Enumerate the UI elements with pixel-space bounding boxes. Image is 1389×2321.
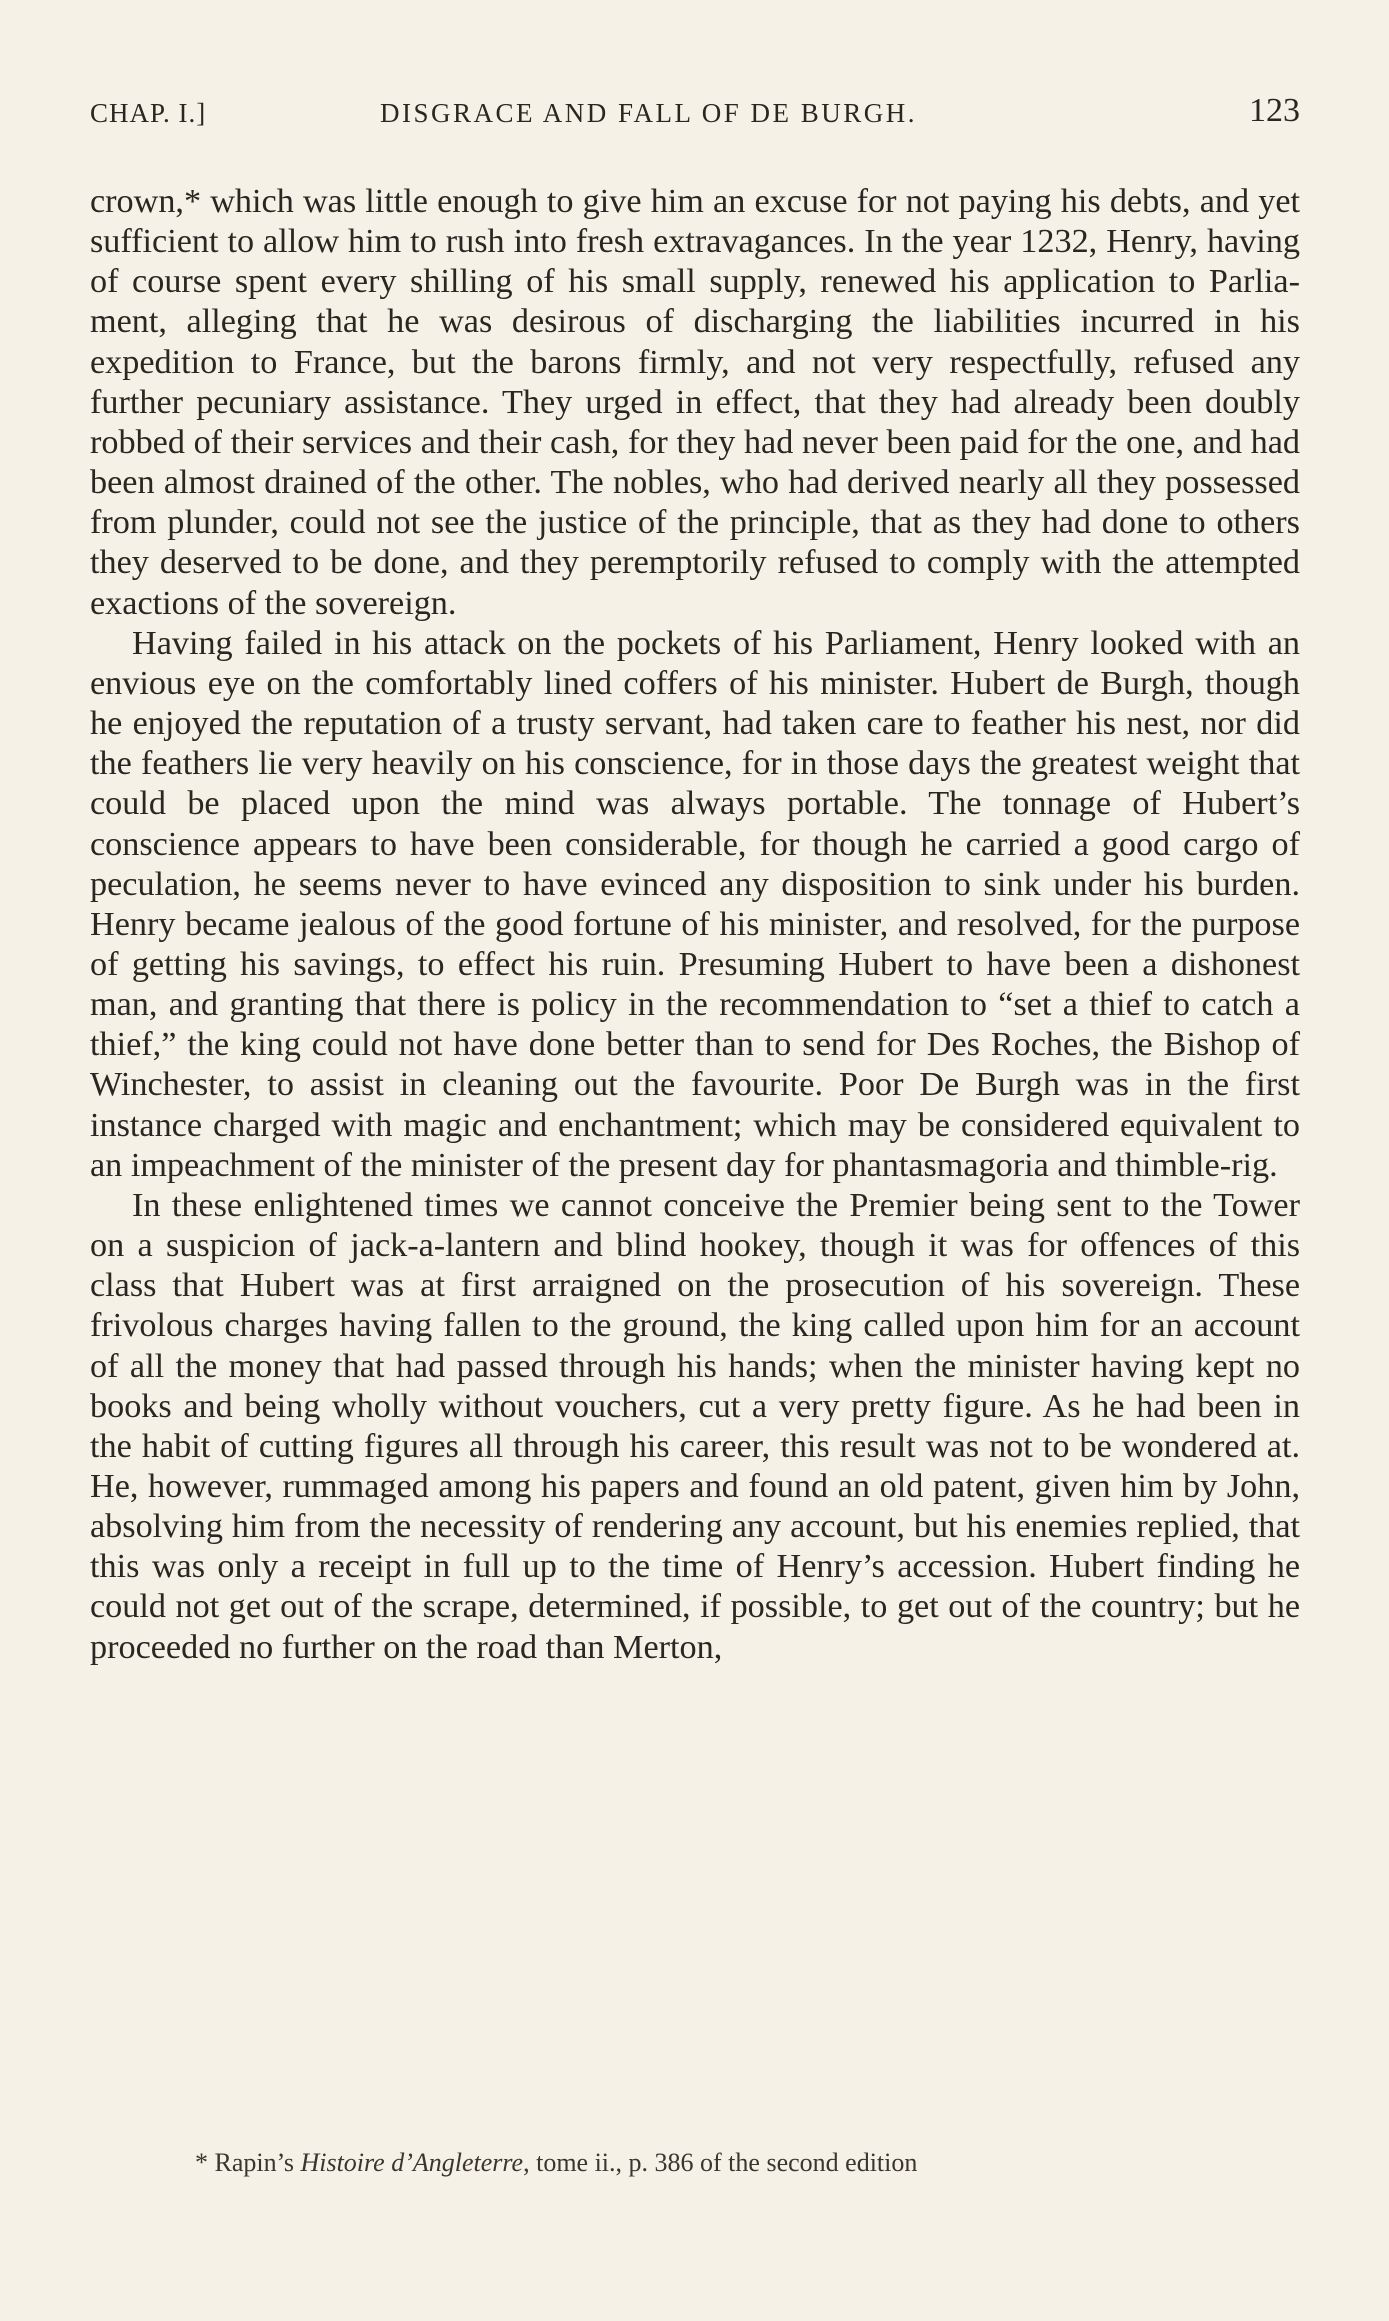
page-number: 123: [1249, 92, 1300, 129]
footnote-title: Histoire d’Angleterre: [300, 2148, 524, 2177]
chapter-label: CHAP. I.]: [90, 98, 207, 128]
running-header: [90, 92, 1300, 148]
paragraph: In these enlightened times we cannot conceive the Premier being sent to the Tower on a suspicion of jack-a-lantern and blind hookey, though it was for offences of this class that Hubert was at first arraigned on the prosecution of his sovereign. These frivolous charges having fallen to the ground, the king called upon him for an account of all the money that had passed through his hands; when the minister having kept no books and being wholly without vouchers, cut a very pretty figure. As he had been in the habit of cutting figures all through his career, this result was not to be wondered at. He, however, rummaged among his papers and found an old patent, given him by John, absolving him from the necessity of rendering any account, but his enemies replied, that this was only a receipt in full up to the time of Henry’s accession. Hubert finding he could not get out of the scrape, determined, if possible, to get out of the country; but he proceeded no further on the road than Merton,: [90, 1186, 1300, 1666]
running-title: DISGRACE AND FALL OF DE BURGH.: [380, 98, 918, 128]
paragraph: crown,* which was little enough to give him an excuse for not paying his debts, and yet sufficient to allow him to rush into fresh extravagances. In the year 1232, Henry, having of course spent every shilling of his small supply, renewed his application to Parliament, alleging that he was desirous of discharging the liabilities incurred in his expedition to France, but the barons firmly, and not very respectfully, refused any further pecuniary assistance. They urged in effect, that they had already been doubly robbed of their services and their cash, for they had never been paid for the one, and had been almost drained of the other. The nobles, who had derived nearly all they possessed from plunder, could not see the justice of the principle, that as they had done to others they deserved to be done, and they peremptorily refused to comply with the attempted exactions of the sovereign.: [90, 183, 1300, 622]
footnote-prefix: * Rapin’s: [195, 2148, 301, 2177]
footnote: [195, 2148, 1295, 2178]
paragraph: Having failed in his attack on the pockets of his Parliament, Henry looked with an envious eye on the comfortably lined coffers of his minister. Hubert de Burgh, though he enjoyed the reputation of a trusty servant, had taken care to feather his nest, nor did the feathers lie very heavily on his conscience, for in those days the greatest weight that could be placed upon the mind was always portable. The tonnage of Hubert’s conscience appears to have been considerable, for though he carried a good cargo of peculation, he seems never to have evinced any disposition to sink under his burden. Henry became jealous of the good fortune of his minister, and resolved, for the purpose of getting his savings, to effect his ruin. Presuming Hubert to have been a dishonest man, and granting that there is policy in the recommendation to “set a thief to catch a thief,” the king could not have done better than to send for Des Roches, the Bishop of Winchester, to assist in cleaning out the favourite. Poor De Burgh was in the first instance charged with magic and enchantment; which may be considered equivalent to an impeachment of the minister of the present day for phantasmagoria and thimble-rig.: [90, 624, 1300, 1184]
body-text: [90, 182, 1300, 1668]
footnote-suffix: , tome ii., p. 386 of the second edition: [523, 2148, 918, 2177]
